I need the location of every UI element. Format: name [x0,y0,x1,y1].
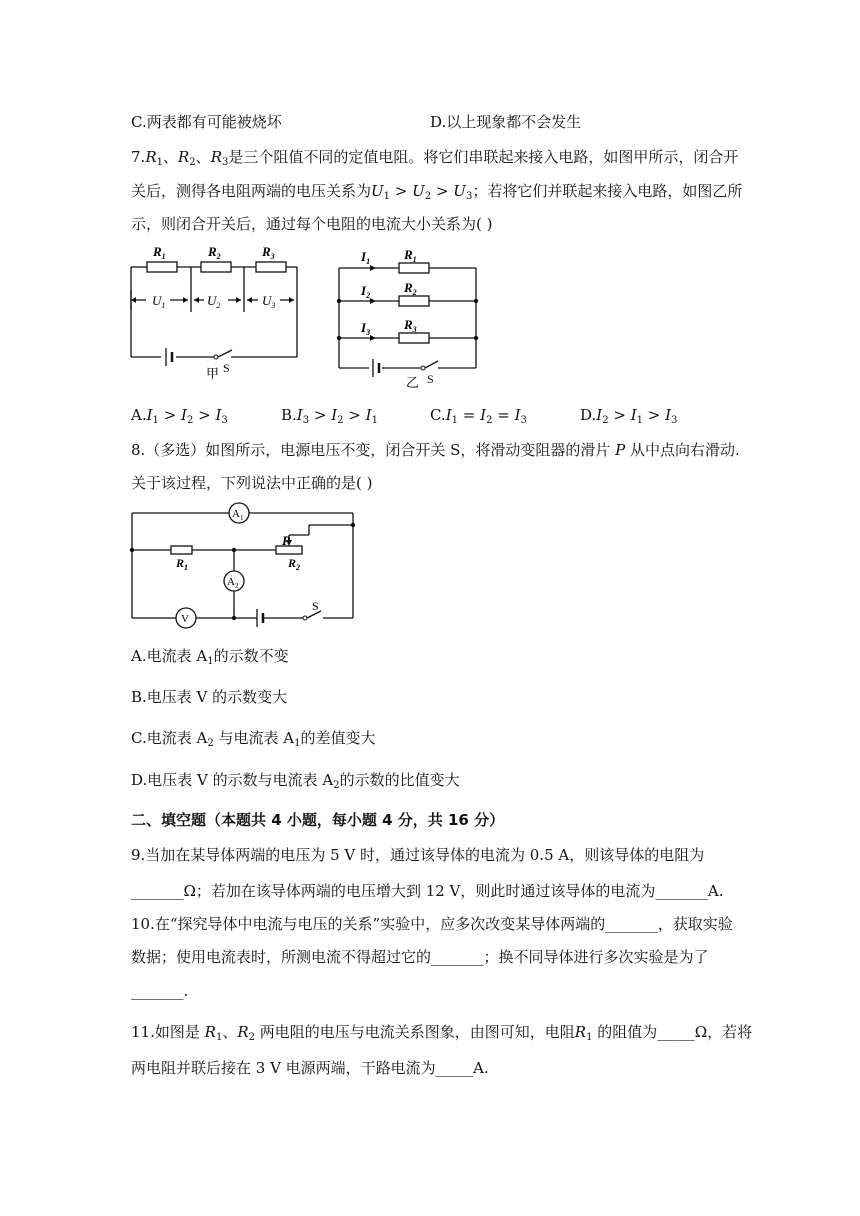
q7-stem-line1: $7.R_1$、$R_2$、$R_3$是三个阻值不同的定值电阻。将它们串联起来接入电路，如图甲所示，闭合开 [131,148,739,168]
fig-jia-r3: R [262,244,271,259]
svg-text:R1: $R_1$ [176,556,189,572]
svg-text:U1: $U_1$ [152,293,166,310]
q7-figure-series-circuit [128,240,303,380]
svg-text:A1: $A_1$ [232,508,244,522]
svg-text:R3: $R_3$ [262,244,275,261]
fig-yi-r2: R [404,280,413,295]
q8-option-b: B.电压表 V 的示数变大 [131,688,288,706]
fig-jia-r2: R [208,244,217,259]
svg-text:R1: $R_1$ [404,247,417,264]
fig-jia-u3: U [262,293,272,308]
q11-line1: 11.如图是 $R_1$、$R_2$ 两电阻的电压与电流关系图象，由图可知，电阻$R_1$ 的阻值为_____Ω，若将 [131,1023,753,1043]
q8-stem-line2: 关于该过程，下列说法中正确的是( ) [131,474,373,492]
fig8-r2-label: R [288,556,297,570]
q8-figure-circuit [128,500,363,625]
q6-option-c: C.两表都有可能被烧坏 [131,113,282,131]
q9-line1: 9.当加在某导体两端的电压为 5 V 时，通过该导体的电流为 0.5 A，则该导体的电阻为 [131,846,705,864]
fig-yi-r1: R [404,247,413,262]
q8-option-a: A.电流表 $A_1$的示数不变 [131,647,289,667]
fig-yi-caption: 乙 [406,375,420,390]
fig-jia-u1: U [152,293,162,308]
svg-text:R2: $R_2$ [208,244,221,261]
q7-option-d: $D.I_2 > I_1 > I_3$ [580,406,678,426]
q7-option-c: $C.I_1 = I_2 = I_3$ [430,406,527,426]
fig8-a1-label: A [232,508,240,520]
fig-jia-u2: U [207,293,217,308]
fig-yi-switch: S [427,372,434,386]
svg-text:R2: $R_2$ [404,280,417,297]
q6-option-d: D.以上现象都不会发生 [430,113,582,131]
svg-text:I1: $I_1$ [361,249,371,266]
fig8-r1-label: R [176,556,185,570]
fig8-v-label: V [181,613,189,625]
fig-jia-caption: 甲 [206,366,220,381]
q10-line3: _______. [131,982,189,1000]
svg-text:R3: $R_3$ [404,317,417,334]
fig-jia-switch: S [223,361,230,375]
svg-text:U3: $U_3$ [262,293,276,310]
section-title-fill-in: 二、填空题（本题共 4 小题，每小题 4 分，共 16 分） [131,811,505,829]
fig-jia-r1: R [153,244,162,259]
fig8-a2-label: A [227,576,235,588]
q7-option-b: $B.I_3 > I_2 > I_1$ [281,406,378,426]
q10-line2: 数据；使用电流表时，所测电流不得超过它的_______；换不同导体进行多次实验是为了 [131,948,709,966]
q7-stem-line2: 关后，测得各电阻两端的电压关系为$U_1 > U_2 > U_3$；若将它们并联起来接入电路，如图乙所 [131,182,743,202]
svg-text:I2: $I_2$ [361,283,371,300]
q9-line2: _______Ω；若加在该导体两端的电压增大到 12 V，则此时通过该导体的电流为_______A. [131,882,724,900]
fig-yi-i1: I [361,249,367,264]
fig8-p-label: P [282,533,290,548]
q7-figure-parallel-circuit [336,245,486,390]
q11-line2: 两电阻并联后接在 3 V 电源两端，干路电流为_____A. [131,1059,489,1077]
q8-option-d: D.电压表 V 的示数与电流表 $A_2$的示数的比值变大 [131,771,460,791]
q7-stem-line3: 示，则闭合开关后，通过每个电阻的电流大小关系为( ) [131,215,493,233]
q10-line1: 10.在“探究导体中电流与电压的关系”实验中，应多次改变某导体两端的_______，获取实验 [131,915,733,933]
svg-text:U2: $U_2$ [207,293,221,310]
q8-option-c: C.电流表 $A_2$ 与电流表 $A_1$的差值变大 [131,729,376,749]
svg-text:A2: $A_2$ [227,576,239,590]
q7-option-a: $A.I_1 > I_2 > I_3$ [131,406,228,426]
fig8-switch-label: S [312,599,319,613]
q8-stem-line1: 8.（多选）如图所示，电源电压不变，闭合开关 S，将滑动变阻器的滑片 P 从中点向右滑动. [131,441,740,459]
fig-yi-i2: I [361,283,367,298]
fig-yi-i3: I [361,320,367,335]
svg-text:I3: $I_3$ [361,320,371,337]
fig-yi-r3: R [404,317,413,332]
svg-text:R1: $R_1$ [153,244,166,261]
svg-text:R2: $R_2$ [288,556,301,572]
